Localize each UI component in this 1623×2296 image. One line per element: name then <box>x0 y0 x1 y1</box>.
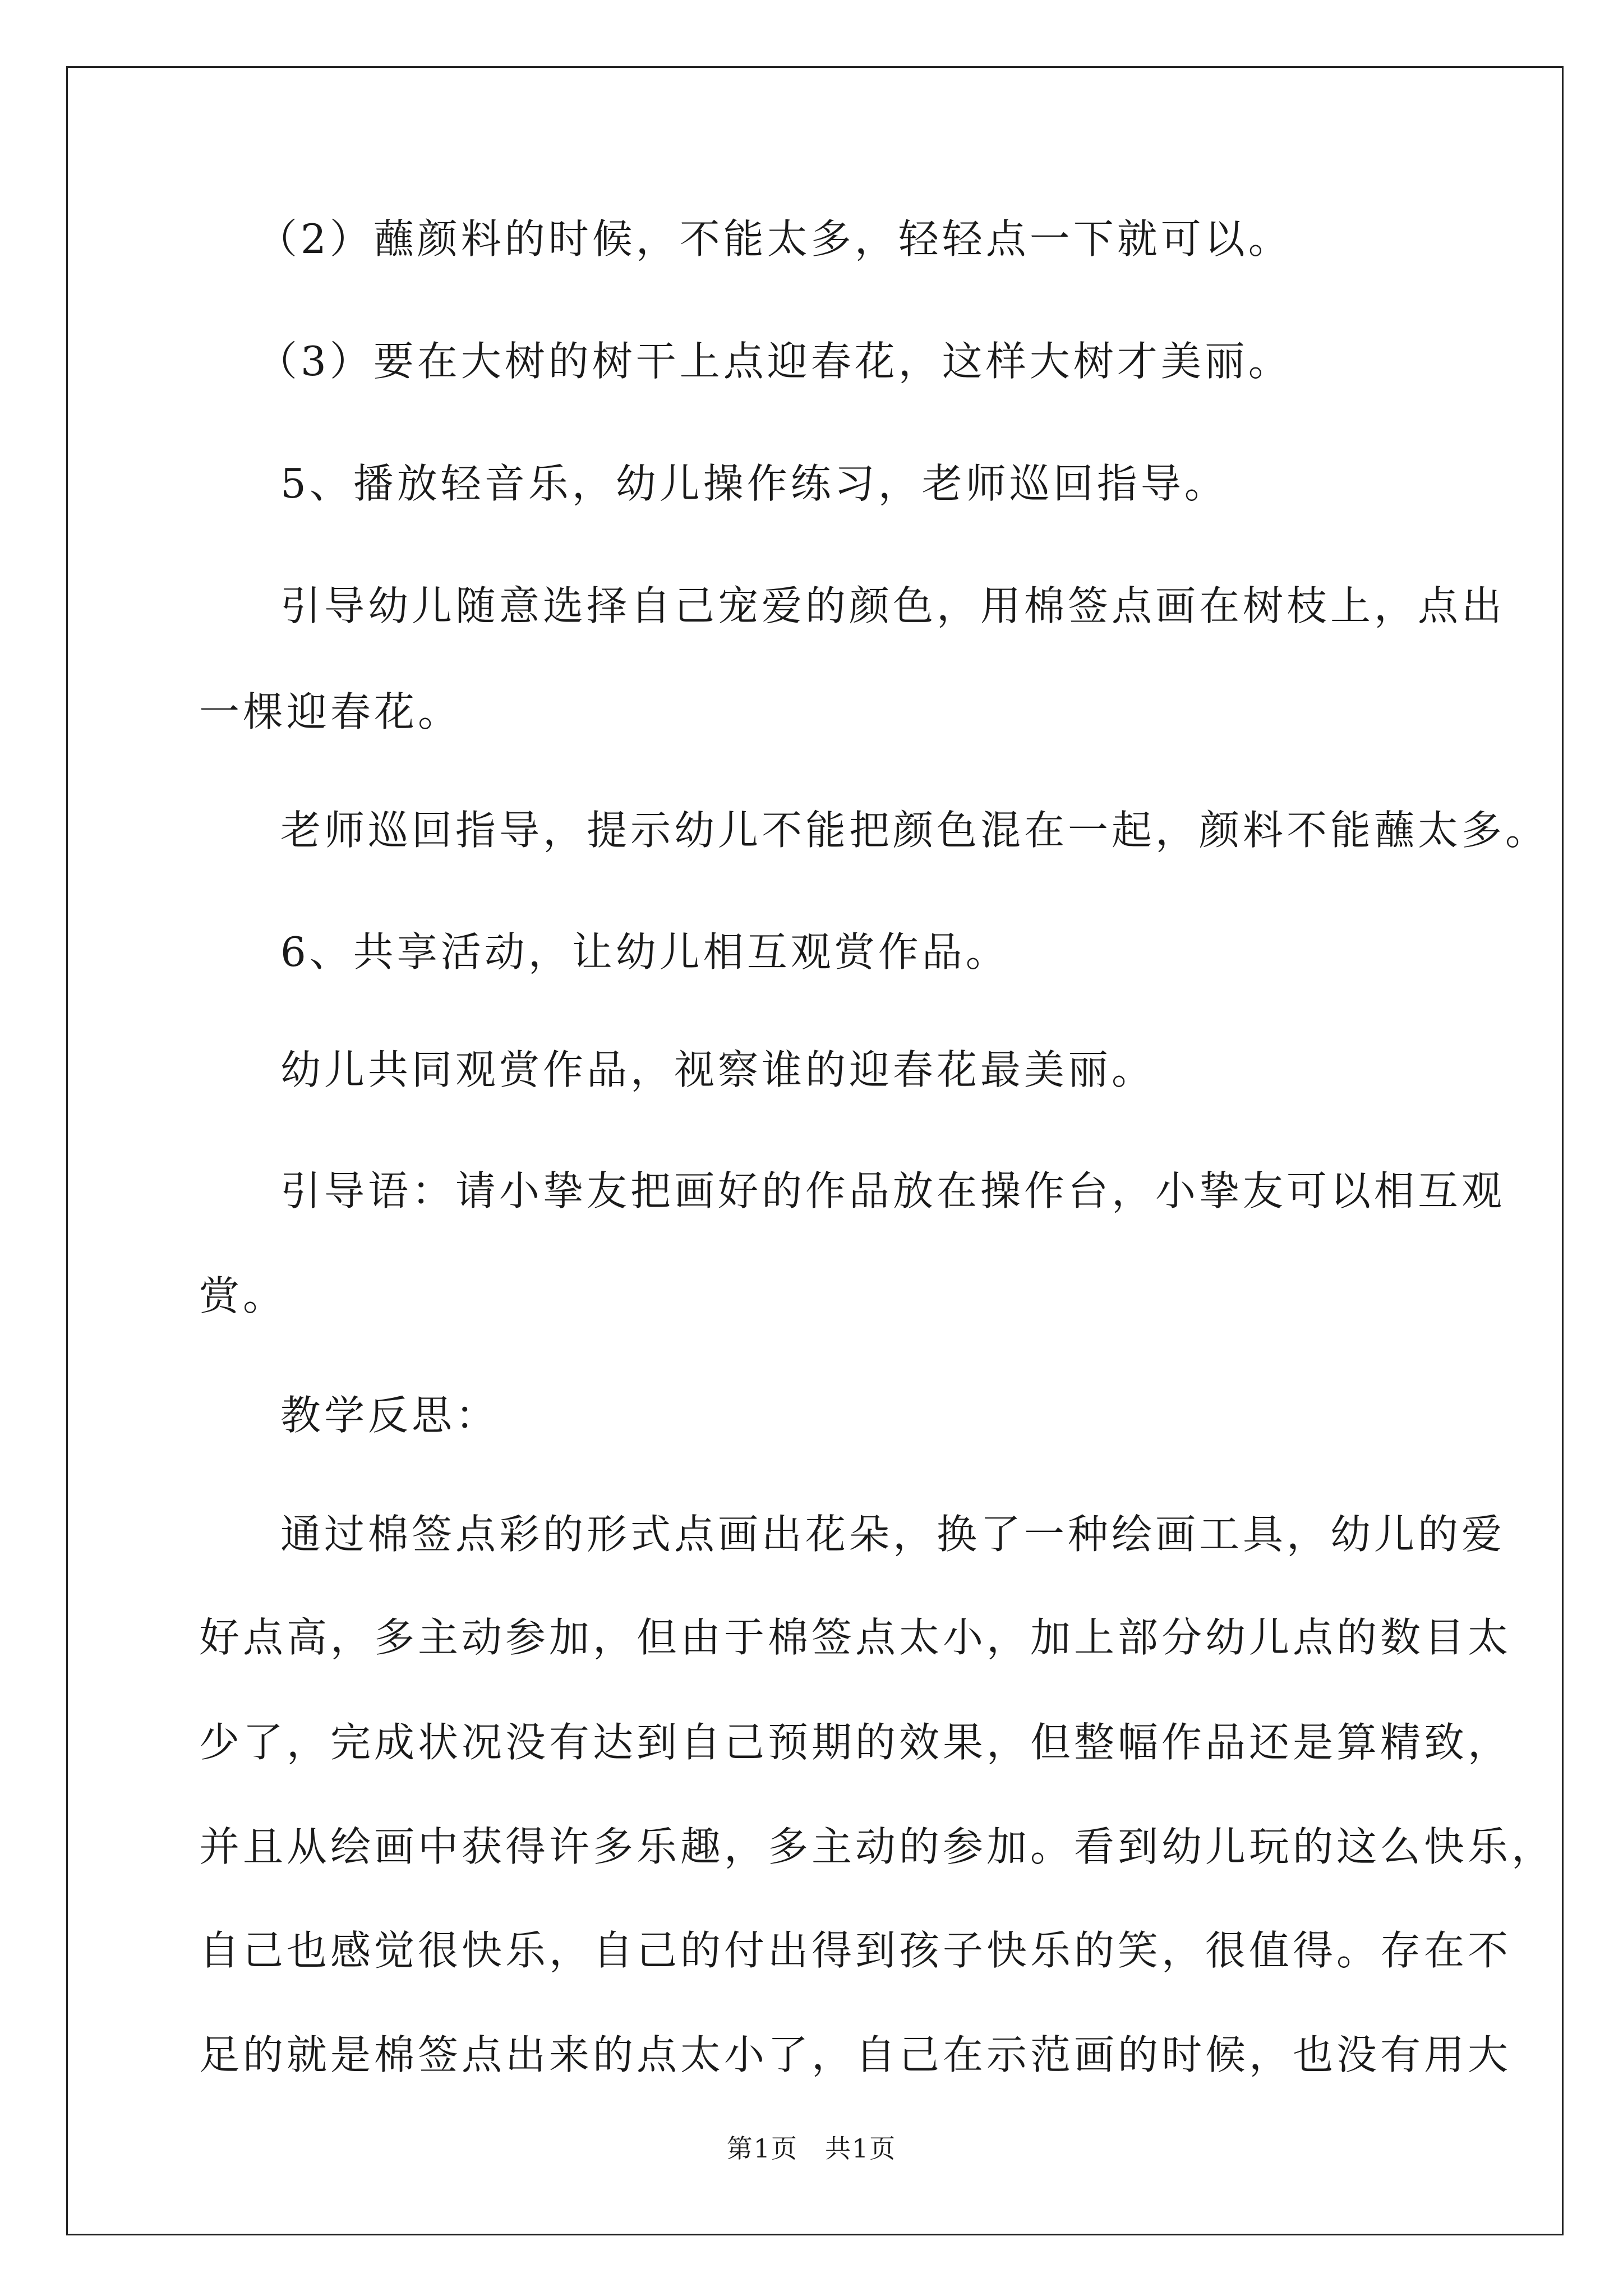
paragraph-line: 引导语：请小挚友把画好的作品放在操作台，小挚友可以相互观 <box>280 1167 1506 1214</box>
paragraph-line: 引导幼儿随意选择自己宠爱的颜色，用棉签点画在树枝上，点出 <box>280 582 1506 630</box>
paragraph-line: 幼儿共同观赏作品，视察谁的迎春花最美丽。 <box>280 1046 1156 1093</box>
paragraph-line: （2）蘸颜料的时候，不能太多，轻轻点一下就可以。 <box>257 215 1292 263</box>
paragraph-line: 并且从绘画中获得许多乐趣，多主动的参加。看到幼儿玩的这么快乐， <box>199 1823 1556 1870</box>
paragraph-line: 6、共享活动，让幼儿相互观赏作品。 <box>280 928 1009 976</box>
page-border <box>66 66 1564 2235</box>
paragraph-line: 5、播放轻音乐，幼儿操作练习，老师巡回指导。 <box>280 460 1228 508</box>
paragraph-line: 老师巡回指导，提示幼儿不能把颜色混在一起，颜料不能蘸太多。 <box>280 807 1550 854</box>
paragraph-line: 自己也感觉很快乐，自己的付出得到孩子快乐的笑，很值得。存在不 <box>199 1927 1512 1975</box>
paragraph-line: 少了，完成状况没有达到自己预期的效果，但整幅作品还是算精致， <box>199 1718 1512 1766</box>
paragraph-line: 通过棉签点彩的形式点画出花朵，换了一种绘画工具，幼儿的爱 <box>280 1511 1506 1558</box>
paragraph-line: 赏。 <box>199 1272 287 1319</box>
paragraph-line: 教学反思： <box>280 1391 500 1439</box>
paragraph-line: 足的就是棉签点出来的点太小了，自己在示范画的时候，也没有用大 <box>199 2031 1512 2079</box>
paragraph-line: （3）要在大树的树干上点迎春花，这样大树才美丽。 <box>257 338 1292 385</box>
paragraph-line: 好点高，多主动参加，但由于棉签点太小，加上部分幼儿点的数目太 <box>199 1614 1512 1662</box>
page-footer: 第1页 共1页 <box>726 2133 897 2164</box>
paragraph-line: 一棵迎春花。 <box>199 688 462 736</box>
